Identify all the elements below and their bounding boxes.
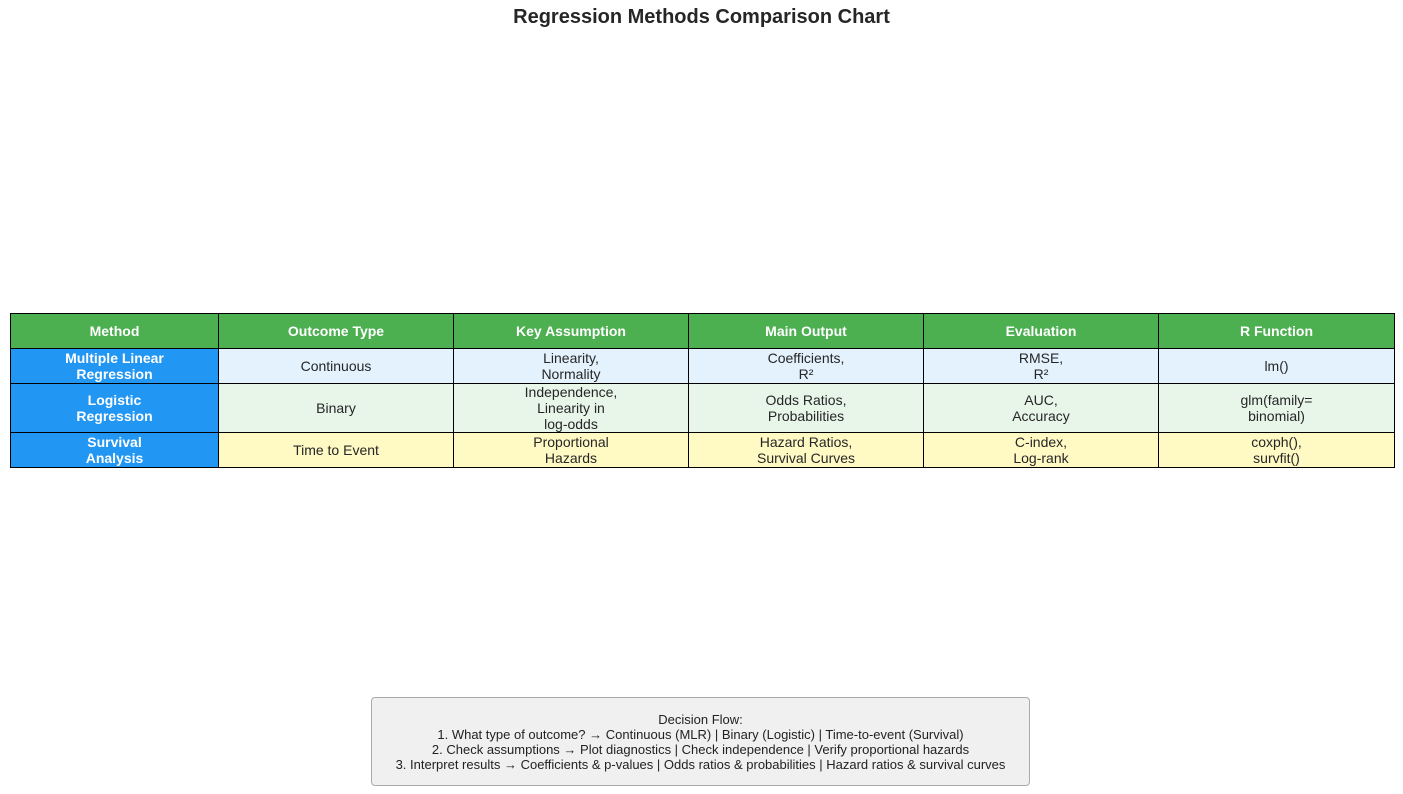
decision-flow-step: 1. What type of outcome? → Continuous (MLR) | Binary (Logistic) | Time-to-event (Survival) [437, 726, 964, 742]
header-method: Method [11, 314, 219, 349]
evaluation-cell: C-index, Log-rank [924, 433, 1159, 468]
r-function-cell: coxph(), survfit() [1159, 433, 1395, 468]
main-output-cell: Hazard Ratios, Survival Curves [689, 433, 924, 468]
evaluation-cell: RMSE, R² [924, 349, 1159, 384]
main-output-cell: Coefficients, R² [689, 349, 924, 384]
key-assumption-cell: Independence, Linearity in log-odds [454, 384, 689, 433]
method-cell: Logistic Regression [11, 384, 219, 433]
outcome-type-cell: Time to Event [219, 433, 454, 468]
outcome-type-cell: Continuous [219, 349, 454, 384]
r-function-cell: glm(family= binomial) [1159, 384, 1395, 433]
header-outcome-type: Outcome Type [219, 314, 454, 349]
decision-flow-heading: Decision Flow: [658, 711, 743, 727]
method-cell: Survival Analysis [11, 433, 219, 468]
decision-flow-step: 3. Interpret results → Coefficients & p-values | Odds ratios & probabilities | Hazard ratios & survival curves [395, 756, 1006, 772]
outcome-type-cell: Binary [219, 384, 454, 433]
chart-title: Regression Methods Comparison Chart [513, 6, 890, 28]
decision-flow-box [371, 697, 1030, 786]
r-function-cell: lm() [1159, 349, 1395, 384]
table-row [11, 384, 1395, 433]
header-key-assumption: Key Assumption [454, 314, 689, 349]
header-r-function: R Function [1159, 314, 1395, 349]
table-row [11, 349, 1395, 384]
evaluation-cell: AUC, Accuracy [924, 384, 1159, 433]
main-output-cell: Odds Ratios, Probabilities [689, 384, 924, 433]
method-cell: Multiple Linear Regression [11, 349, 219, 384]
header-evaluation: Evaluation [924, 314, 1159, 349]
header-main-output: Main Output [689, 314, 924, 349]
key-assumption-cell: Proportional Hazards [454, 433, 689, 468]
table-row [11, 433, 1395, 468]
comparison-table [10, 313, 1395, 468]
decision-flow-step: 2. Check assumptions → Plot diagnostics | Check independence | Verify proportional hazards [431, 741, 970, 757]
header-row [11, 314, 1395, 349]
key-assumption-cell: Linearity, Normality [454, 349, 689, 384]
